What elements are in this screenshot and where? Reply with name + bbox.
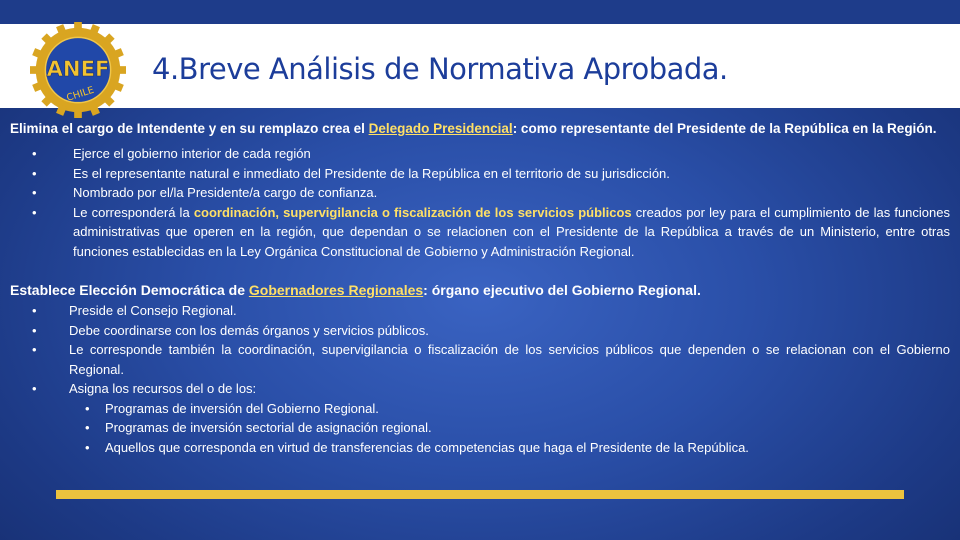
list-item: • Es el representante natural e inmediato del Presidente de la República en el territorio de su jurisdicción. (10, 164, 950, 184)
sub-list-item: • Aquellos que corresponda en virtud de transferencias de competencias que haga el Presidente de la República. (10, 438, 950, 458)
list-item: • Debe coordinarse con los demás órganos y servicios públicos. (10, 321, 950, 341)
accent-bar (56, 490, 904, 499)
section2-list (10, 301, 950, 457)
list-item: • Asigna los recursos del o de los: (10, 379, 950, 399)
list-item: • Ejerce el gobierno interior de cada región (10, 144, 950, 164)
sub-list-item: • Programas de inversión del Gobierno Regional. (10, 399, 950, 419)
section2-intro: Establece Elección Democrática de Gobernadores Regionales: órgano ejecutivo del Gobierno Regional. (10, 282, 701, 298)
list-item: • Nombrado por el/la Presidente/a cargo de confianza. (10, 183, 950, 203)
coordination-highlight: coordinación, supervigilancia o fiscalización de los servicios públicos (193, 204, 632, 220)
list-item: • Le corresponde también la coordinación, supervigilancia o fiscalización de los servicios públicos que dependen o se relacionan con el Gobierno Regional. (10, 340, 950, 379)
section1-list (10, 144, 950, 261)
top-band (0, 0, 960, 24)
list-item: • Le corresponderá la coordinación, supervigilancia o fiscalización de los servicios públicos creados por ley para el cumplimiento de las funciones administrativas que operen en la región, que dependan o se relacionen con el Presidente de la República a través de un Ministerio, entre otras funciones establecidas en la Ley Orgánica Constitucional de Gobierno y Administración Regional. (10, 203, 950, 262)
gobernadores-regionales-highlight: Gobernadores Regionales (248, 282, 424, 298)
slide-content (10, 120, 950, 457)
section1-intro: Elimina el cargo de Intendente y en su remplazo crea el Delegado Presidencial: como representante del Presidente de la República en la Región. (10, 121, 937, 136)
anef-chile-logo (30, 22, 126, 118)
svg-text:ANEF: ANEF (46, 55, 110, 81)
delegado-presidencial-highlight: Delegado Presidencial (368, 121, 513, 136)
svg-text:CHILE: CHILE (65, 84, 96, 104)
sub-list-item: • Programas de inversión sectorial de asignación regional. (10, 418, 950, 438)
list-item: • Preside el Consejo Regional. (10, 301, 950, 321)
slide-title: 4.Breve Análisis de Normativa Aprobada. (152, 52, 728, 86)
